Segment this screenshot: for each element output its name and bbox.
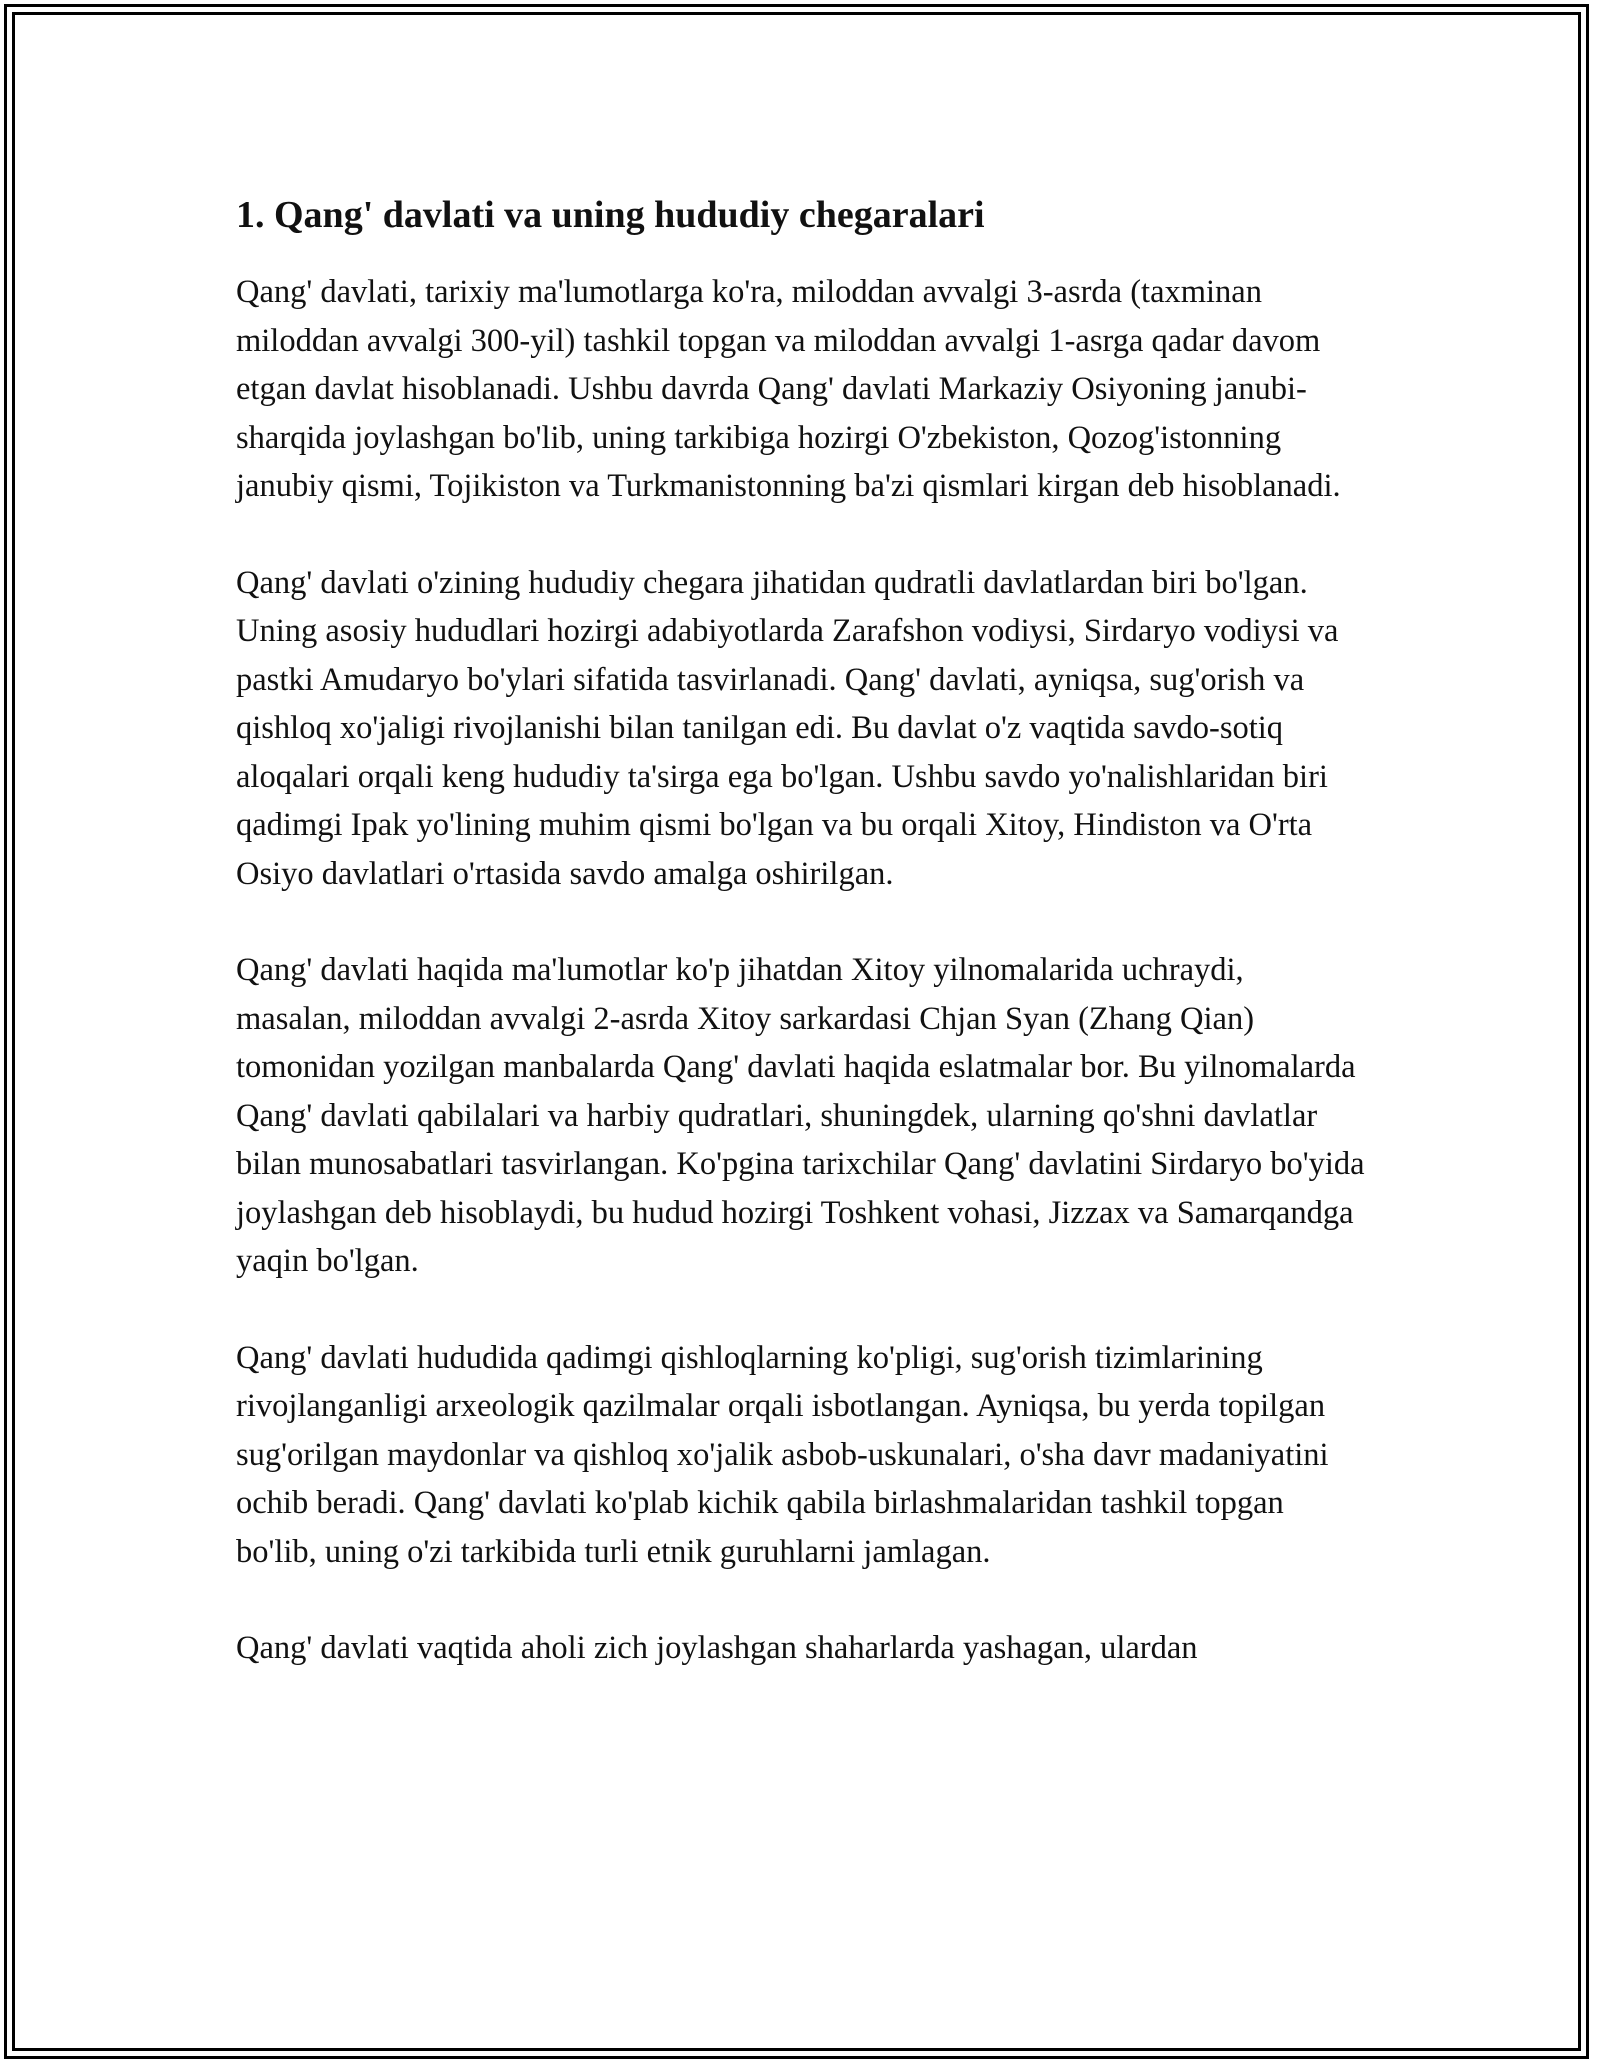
paragraph: Qang' davlati haqida ma'lumotlar ko'p jihatdan Xitoy yilnomalarida uchraydi, masalan, miloddan avvalgi 2-asrda Xitoy sarkardasi Chjan Syan (Zhang Qian) tomonidan yozilgan manbalarda Qang' davlati haqida eslatmalar bor. Bu yilnomalarda Qang' davlati qabilalari va harbiy qudratlari, shuningdek, ularning qo'shni davlatlar bilan munosabatlari tasvirlangan. Ko'pgina tarixchilar Qang' davlatini Sirdaryo bo'yida joylashgan deb hisoblaydi, bu hudud hozirgi Toshkent vohasi, Jizzax va Samarqandga yaqin bo'lgan.	[236, 952, 1365, 1279]
document-body	[236, 186, 1366, 1721]
paragraph: Qang' davlati vaqtida aholi zich joylashgan shaharlarda yashagan, ulardan	[236, 1630, 1198, 1666]
paragraph: Qang' davlati o'zining hududiy chegara jihatidan qudratli davlatlardan biri bo'lgan. Uning asosiy hududlari hozirgi adabiyotlarda Zarafshon vodiysi, Sirdaryo vodiysi va pastki Amudaryo bo'ylari sifatida tasvirlanadi. Qang' davlati, ayniqsa, sug'orish va qishloq xo'jaligi rivojlanishi bilan tanilgan edi. Bu davlat o'z vaqtida savdo-sotiq aloqalari orqali keng hududiy ta'sirga ega bo'lgan. Ushbu savdo yo'nalishlaridan biri qadimgi Ipak yo'lining muhim qismi bo'lgan va bu orqali Xitoy, Hindiston va O'rta Osiyo davlatlari o'rtasida savdo amalga oshirilgan.	[236, 564, 1339, 892]
paragraph: Qang' davlati, tarixiy ma'lumotlarga ko'ra, miloddan avvalgi 3-asrda (taxminan miloddan avvalgi 300-yil) tashkil topgan va miloddan avvalgi 1-asrga qadar davom etgan davlat hisoblanadi. Ushbu davrda Qang' davlati Markaziy Osiyoning janubi-sharqida joylashgan bo'lib, uning tarkibiga hozirgi O'zbekiston, Qozog'istonning janubiy qismi, Tojikiston va Turkmanistonning ba'zi qismlari kirgan deb hisoblanadi.	[236, 274, 1341, 504]
paragraph: Qang' davlati hududida qadimgi qishloqlarning ko'pligi, sug'orish tizimlarining rivojlanganligi arxeologik qazilmalar orqali isbotlangan. Ayniqsa, bu yerda topilgan sug'orilgan maydonlar va qishloq xo'jalik asbob-uskunalari, o'sha davr madaniyatini ochib beradi. Qang' davlati ko'plab kichik qabila birlashmalaridan tashkil topgan bo'lib, uning o'zi tarkibida turli etnik guruhlarni jamlagan.	[236, 1339, 1329, 1570]
section-heading: 1. Qang' davlati va uning hududiy chegaralari	[236, 194, 985, 236]
